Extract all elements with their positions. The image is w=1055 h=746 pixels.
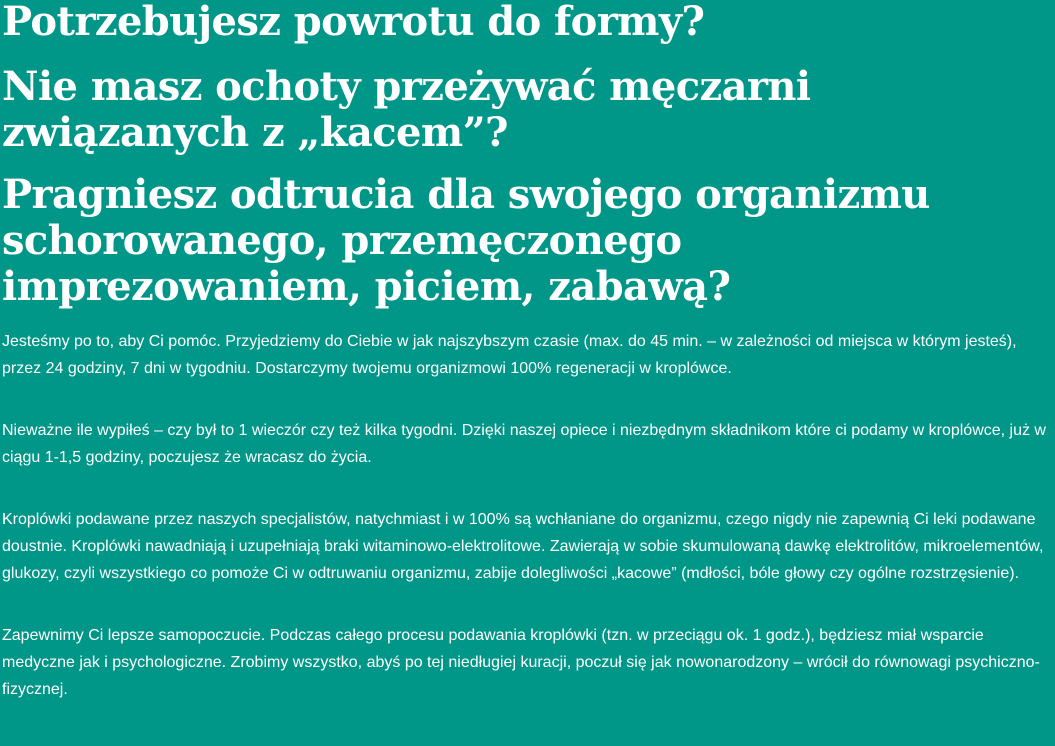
paragraph-support: Zapewnimy Ci lepsze samopoczucie. Podczas całego procesu podawania kroplówki (tzn. w przeciągu ok. 1 godz.), będziesz miał wsparcie medyczne jak i psychologiczne. Zrobimy wszystko, abyś po tej niedługiej kuracji, poczuł się jak nowonarodzony – wrócił do równowagi psychiczno-fizycznej.: [2, 627, 1040, 698]
heading-return-to-form: Potrzebujesz powrotu do formy?: [2, 0, 705, 45]
heading-detox: Pragniesz odtrucia dla swojego organizmu schorowanego, przemęczonego imprezowaniem, piciem, zabawą?: [2, 171, 930, 310]
heading-hangover: Nie masz ochoty przeżywać męczarni związanych z „kacem”?: [2, 63, 811, 156]
paragraph-help: Jesteśmy po to, aby Ci pomóc. Przyjedziemy do Ciebie w jak najszybszym czasie (max. do 45 min. – w zależności od miejsca w którym jesteś), przez 24 godziny, 7 dni w tygodniu. Dostarczymy twojemu organizmowi 100% regeneracji w kroplówce.: [2, 333, 1017, 377]
paragraph-recovery: Nieważne ile wypiłeś – czy był to 1 wieczór czy też kilka tygodni. Dzięki naszej opiece i niezbędnym składnikom które ci podamy w kroplówce, już w ciągu 1-1,5 godziny, poczujesz że wracasz do życia.: [2, 422, 1046, 466]
paragraph-drips: Kroplówki podawane przez naszych specjalistów, natychmiast i w 100% są wchłaniane do organizmu, czego nigdy nie zapewnią Ci leki podawane doustnie. Kroplówki nawadniają i uzupełniają braki witaminowo-elektrolitowe. Zawierają w sobie skumulowaną dawkę elektrolitów, mikroelementów, glukozy, czyli wszystkiego co pomoże Ci w odtruwaniu organizmu, zabije dolegliwości „kacowe” (mdłości, bóle głowy czy ogólne rozstrzęsienie).: [2, 511, 1044, 582]
body-text: [2, 328, 1052, 703]
